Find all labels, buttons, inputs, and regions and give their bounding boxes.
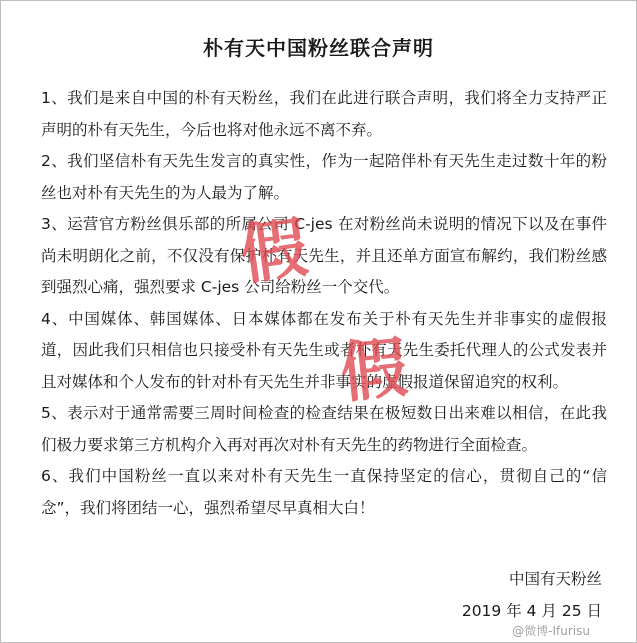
paragraph-4: 4、中国媒体、韩国媒体、日本媒体都在发布关于朴有天先生并非事实的虚假报道，因此我们只相信也只接受朴有天先生或者朴有天先生委托代理人的公式发表并且对媒体和个人发布的针对朴有天先生并非事实的虚假报道保留追究的权利。 bbox=[41, 309, 607, 391]
paragraph-6: 6、我们中国粉丝一直以来对朴有天先生一直保持坚定的信心，贯彻自己的“信念”，我们将团结一心，强烈希望尽早真相大白！ bbox=[41, 467, 607, 517]
weibo-watermark: @微博-Ifurisu bbox=[512, 624, 590, 638]
paragraph-5: 5、表示对于通常需要三周时间检查的检查结果在极短数日出来难以相信，在此我们极力要求第三方机构介入再对再次对朴有天先生的药物进行全面检查。 bbox=[41, 404, 607, 454]
paragraph-2: 2、我们坚信朴有天先生发言的真实性，作为一起陪伴朴有天先生走过数十年的粉丝也对朴有天先生的为人最为了解。 bbox=[41, 152, 607, 202]
document-title: 朴有天中国粉丝联合声明 bbox=[203, 36, 434, 60]
paragraph-3: 3、运营官方粉丝俱乐部的所属公司 C-jes 在对粉丝尚未说明的情况下以及在事件尚未明朗化之前，不仅没有保护朴有天先生，并且还单方面宣布解约，我们粉丝感到强烈心痛，强烈要求 C-jes 公司给粉丝一个交代。 bbox=[41, 215, 607, 296]
fake-stamp-mark: 假 bbox=[235, 208, 312, 295]
statement-body bbox=[41, 83, 607, 524]
signature-date: 2019 年 4 月 25 日 bbox=[461, 602, 602, 620]
paragraph-1: 1、我们是来自中国的朴有天粉丝，我们在此进行联合声明，我们将全力支持严正声明的朴有天先生，今后也将对他永远不离不弃。 bbox=[41, 89, 607, 139]
signature-org: 中国有天粉丝 bbox=[508, 570, 602, 588]
fake-stamp-mark: 假 bbox=[337, 328, 411, 413]
